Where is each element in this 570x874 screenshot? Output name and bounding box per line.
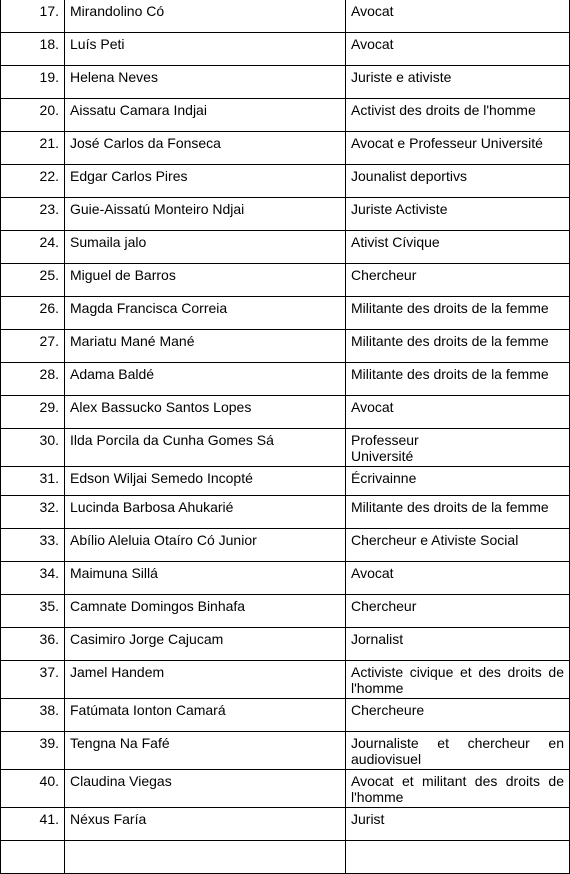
person-role: Militante des droits de la femme [346,297,570,330]
table-row [1,562,570,595]
person-name: Casimiro Jorge Cajucam [65,628,346,661]
table-row [1,529,570,562]
participants-table-body [1,0,570,874]
person-name: Edson Wiljai Semedo Incopté [65,467,346,496]
person-role: Militante des droits de la femme [346,330,570,363]
person-role: Jurist [346,808,570,841]
person-name: Sumaila jalo [65,231,346,264]
table-row [1,841,570,874]
person-name: Miguel de Barros [65,264,346,297]
person-role: Avocat [346,0,570,33]
table-row [1,732,570,770]
person-role: Avocat [346,562,570,595]
person-name: Fatúmata Ionton Camará [65,699,346,732]
person-role: Militante des droits de la femme [346,363,570,396]
table-row [1,770,570,808]
row-number: 30. [1,429,65,467]
person-name: Adama Baldé [65,363,346,396]
person-name: Claudina Viegas [65,770,346,808]
row-number: 26. [1,297,65,330]
person-name: Jamel Handem [65,661,346,699]
person-name: Ilda Porcila da Cunha Gomes Sá [65,429,346,467]
person-name: Abílio Aleluia Otaíro Có Junior [65,529,346,562]
table-row [1,0,570,33]
table-row [1,496,570,529]
person-role: Avocat et militant des droits de l'homme [346,770,570,808]
row-number: 37. [1,661,65,699]
person-role: Militante des droits de la femme [346,496,570,529]
person-role: Journaliste et chercheur en audiovisuel [346,732,570,770]
table-row [1,330,570,363]
row-number: 20. [1,99,65,132]
person-role: Chercheur [346,595,570,628]
person-name: Edgar Carlos Pires [65,165,346,198]
row-number: 25. [1,264,65,297]
row-number: 39. [1,732,65,770]
person-role: Juriste e ativiste [346,66,570,99]
person-role: Chercheure [346,699,570,732]
person-name: Lucinda Barbosa Ahukarié [65,496,346,529]
person-name: Néxus Faría [65,808,346,841]
person-name: Magda Francisca Correia [65,297,346,330]
row-number: 24. [1,231,65,264]
table-row [1,699,570,732]
table-row [1,33,570,66]
table-row [1,363,570,396]
person-name: Maimuna Sillá [65,562,346,595]
person-role: Activist des droits de l'homme [346,99,570,132]
row-number: 38. [1,699,65,732]
row-number [1,841,65,874]
row-number: 32. [1,496,65,529]
table-row [1,396,570,429]
person-role: Avocat [346,396,570,429]
row-number: 29. [1,396,65,429]
person-name: Luís Peti [65,33,346,66]
table-row [1,264,570,297]
person-role: Avocat e Professeur Université [346,132,570,165]
row-number: 27. [1,330,65,363]
person-name: Tengna Na Fafé [65,732,346,770]
person-role: Professeur Université [346,429,570,467]
table-row [1,198,570,231]
person-role: Chercheur e Ativiste Social [346,529,570,562]
person-role: Jornalist [346,628,570,661]
person-role: Avocat [346,33,570,66]
table-row [1,595,570,628]
person-name: Mariatu Mané Mané [65,330,346,363]
row-number: 41. [1,808,65,841]
table-row [1,467,570,496]
person-name [65,841,346,874]
table-row [1,808,570,841]
row-number: 21. [1,132,65,165]
row-number: 17. [1,0,65,33]
person-role: Écrivainne [346,467,570,496]
person-role: Chercheur [346,264,570,297]
row-number: 31. [1,467,65,496]
person-name: Aissatu Camara Indjai [65,99,346,132]
table-row [1,99,570,132]
person-name: Mirandolino Có [65,0,346,33]
table-row [1,132,570,165]
row-number: 40. [1,770,65,808]
row-number: 22. [1,165,65,198]
person-name: Guie-Aissatú Monteiro Ndjai [65,198,346,231]
table-row [1,231,570,264]
row-number: 23. [1,198,65,231]
row-number: 35. [1,595,65,628]
person-name: Helena Neves [65,66,346,99]
row-number: 28. [1,363,65,396]
person-name: José Carlos da Fonseca [65,132,346,165]
row-number: 34. [1,562,65,595]
person-role: Activiste civique et des droits de l'homme [346,661,570,699]
person-name: Camnate Domingos Binhafa [65,595,346,628]
table-row [1,429,570,467]
row-number: 18. [1,33,65,66]
person-role: Juriste Activiste [346,198,570,231]
person-role: Jounalist deportivs [346,165,570,198]
table-row [1,628,570,661]
row-number: 36. [1,628,65,661]
row-number: 19. [1,66,65,99]
person-role: Ativist Cívique [346,231,570,264]
person-role [346,841,570,874]
person-name: Alex Bassucko Santos Lopes [65,396,346,429]
table-row [1,66,570,99]
table-row [1,661,570,699]
row-number: 33. [1,529,65,562]
table-row [1,165,570,198]
table-row [1,297,570,330]
